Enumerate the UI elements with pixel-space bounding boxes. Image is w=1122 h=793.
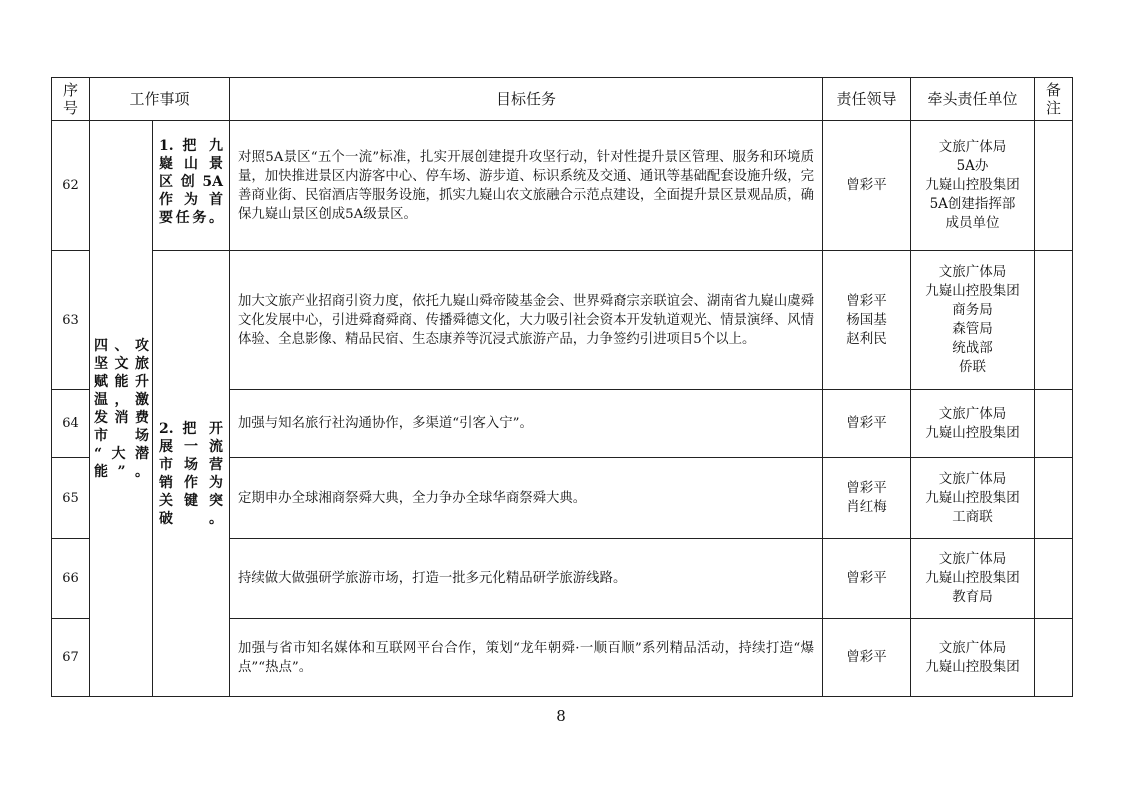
unit-cell: 文旅广体局 5A办 九嶷山控股集团 5A创建指挥部 成员单位 bbox=[911, 121, 1035, 251]
leader-cell: 曾彩平 bbox=[823, 539, 911, 619]
leader-cell: 曾彩平 bbox=[823, 121, 911, 251]
target-task: 定期申办全球湘商祭舜大典，全力争办全球华商祭舜大典。 bbox=[230, 458, 823, 539]
row-number: 65 bbox=[52, 458, 90, 539]
unit-cell: 文旅广体局 九嶷山控股集团 商务局 森管局 统战部 侨联 bbox=[911, 251, 1035, 390]
table-row bbox=[52, 251, 1073, 390]
target-task: 对照5A景区“五个一流”标准，扎实开展创建提升攻坚行动，针对性提升景区管理、服务和环境质量，加快推进景区内游客中心、停车场、游步道、标识系统及交通、通讯等基础配套设施升级，完善商业街、民宿酒店等服务设施，抓实九嶷山农文旅融合示范点建设，全面提升景区景观品质，确保九嶷山景区创成5A级景区。 bbox=[230, 121, 823, 251]
leader-cell: 曾彩平 bbox=[823, 619, 911, 697]
remark-cell bbox=[1035, 619, 1073, 697]
leader-cell: 曾彩平 肖红梅 bbox=[823, 458, 911, 539]
row-number: 62 bbox=[52, 121, 90, 251]
remark-cell bbox=[1035, 390, 1073, 458]
row-number: 67 bbox=[52, 619, 90, 697]
target-task: 持续做大做强研学旅游市场，打造一批多元化精品研学旅游线路。 bbox=[230, 539, 823, 619]
header-work-item: 工作事项 bbox=[90, 78, 230, 121]
row-number: 66 bbox=[52, 539, 90, 619]
unit-cell: 文旅广体局 九嶷山控股集团 bbox=[911, 619, 1035, 697]
target-task: 加强与知名旅行社沟通协作，多渠道“引客入宁”。 bbox=[230, 390, 823, 458]
target-task: 加大文旅产业招商引资力度，依托九嶷山舜帝陵基金会、世界舜裔宗亲联谊会、湖南省九嶷山虞舜文化发展中心，引进舜裔舜商、传播舜德文化，大力吸引社会资本开发轨道观光、情景演绎、风情体验、全息影像、精品民宿、生态康养等沉浸式旅游产品，力争签约引进项目5个以上。 bbox=[230, 251, 823, 390]
task-table bbox=[51, 77, 1073, 697]
remark-cell bbox=[1035, 539, 1073, 619]
subcategory-cell: 2. 把 开 展 一 流 市 场 营 销 作 为 关 键 突 破。 bbox=[153, 251, 230, 697]
header-target: 目标任务 bbox=[230, 78, 823, 121]
unit-cell: 文旅广体局 九嶷山控股集团 教育局 bbox=[911, 539, 1035, 619]
unit-cell: 文旅广体局 九嶷山控股集团 工商联 bbox=[911, 458, 1035, 539]
remark-cell bbox=[1035, 121, 1073, 251]
remark-cell bbox=[1035, 458, 1073, 539]
leader-cell: 曾彩平 杨国基 赵利民 bbox=[823, 251, 911, 390]
header-leader: 责任领导 bbox=[823, 78, 911, 121]
remark-cell bbox=[1035, 251, 1073, 390]
header-remark: 备 注 bbox=[1035, 78, 1073, 121]
target-task: 加强与省市知名媒体和互联网平台合作，策划“龙年朝舜·一顺百顺”系列精品活动，持续打造“爆点”“热点”。 bbox=[230, 619, 823, 697]
table-row bbox=[52, 121, 1073, 251]
unit-cell: 文旅广体局 九嶷山控股集团 bbox=[911, 390, 1035, 458]
subcategory-cell: 1. 把 九 嶷 山 景 区 创 5A 作 为 首 要任务。 bbox=[153, 121, 230, 251]
page-number: 8 bbox=[556, 707, 566, 725]
row-number: 63 bbox=[52, 251, 90, 390]
category-cell: 四、攻 坚文旅 赋能升 温，激 发消费 市 场 “大潜 能”。 bbox=[90, 121, 153, 697]
row-number: 64 bbox=[52, 390, 90, 458]
leader-cell: 曾彩平 bbox=[823, 390, 911, 458]
header-seq: 序 号 bbox=[52, 78, 90, 121]
header-unit: 牵头责任单位 bbox=[911, 78, 1035, 121]
header-row bbox=[52, 78, 1073, 121]
